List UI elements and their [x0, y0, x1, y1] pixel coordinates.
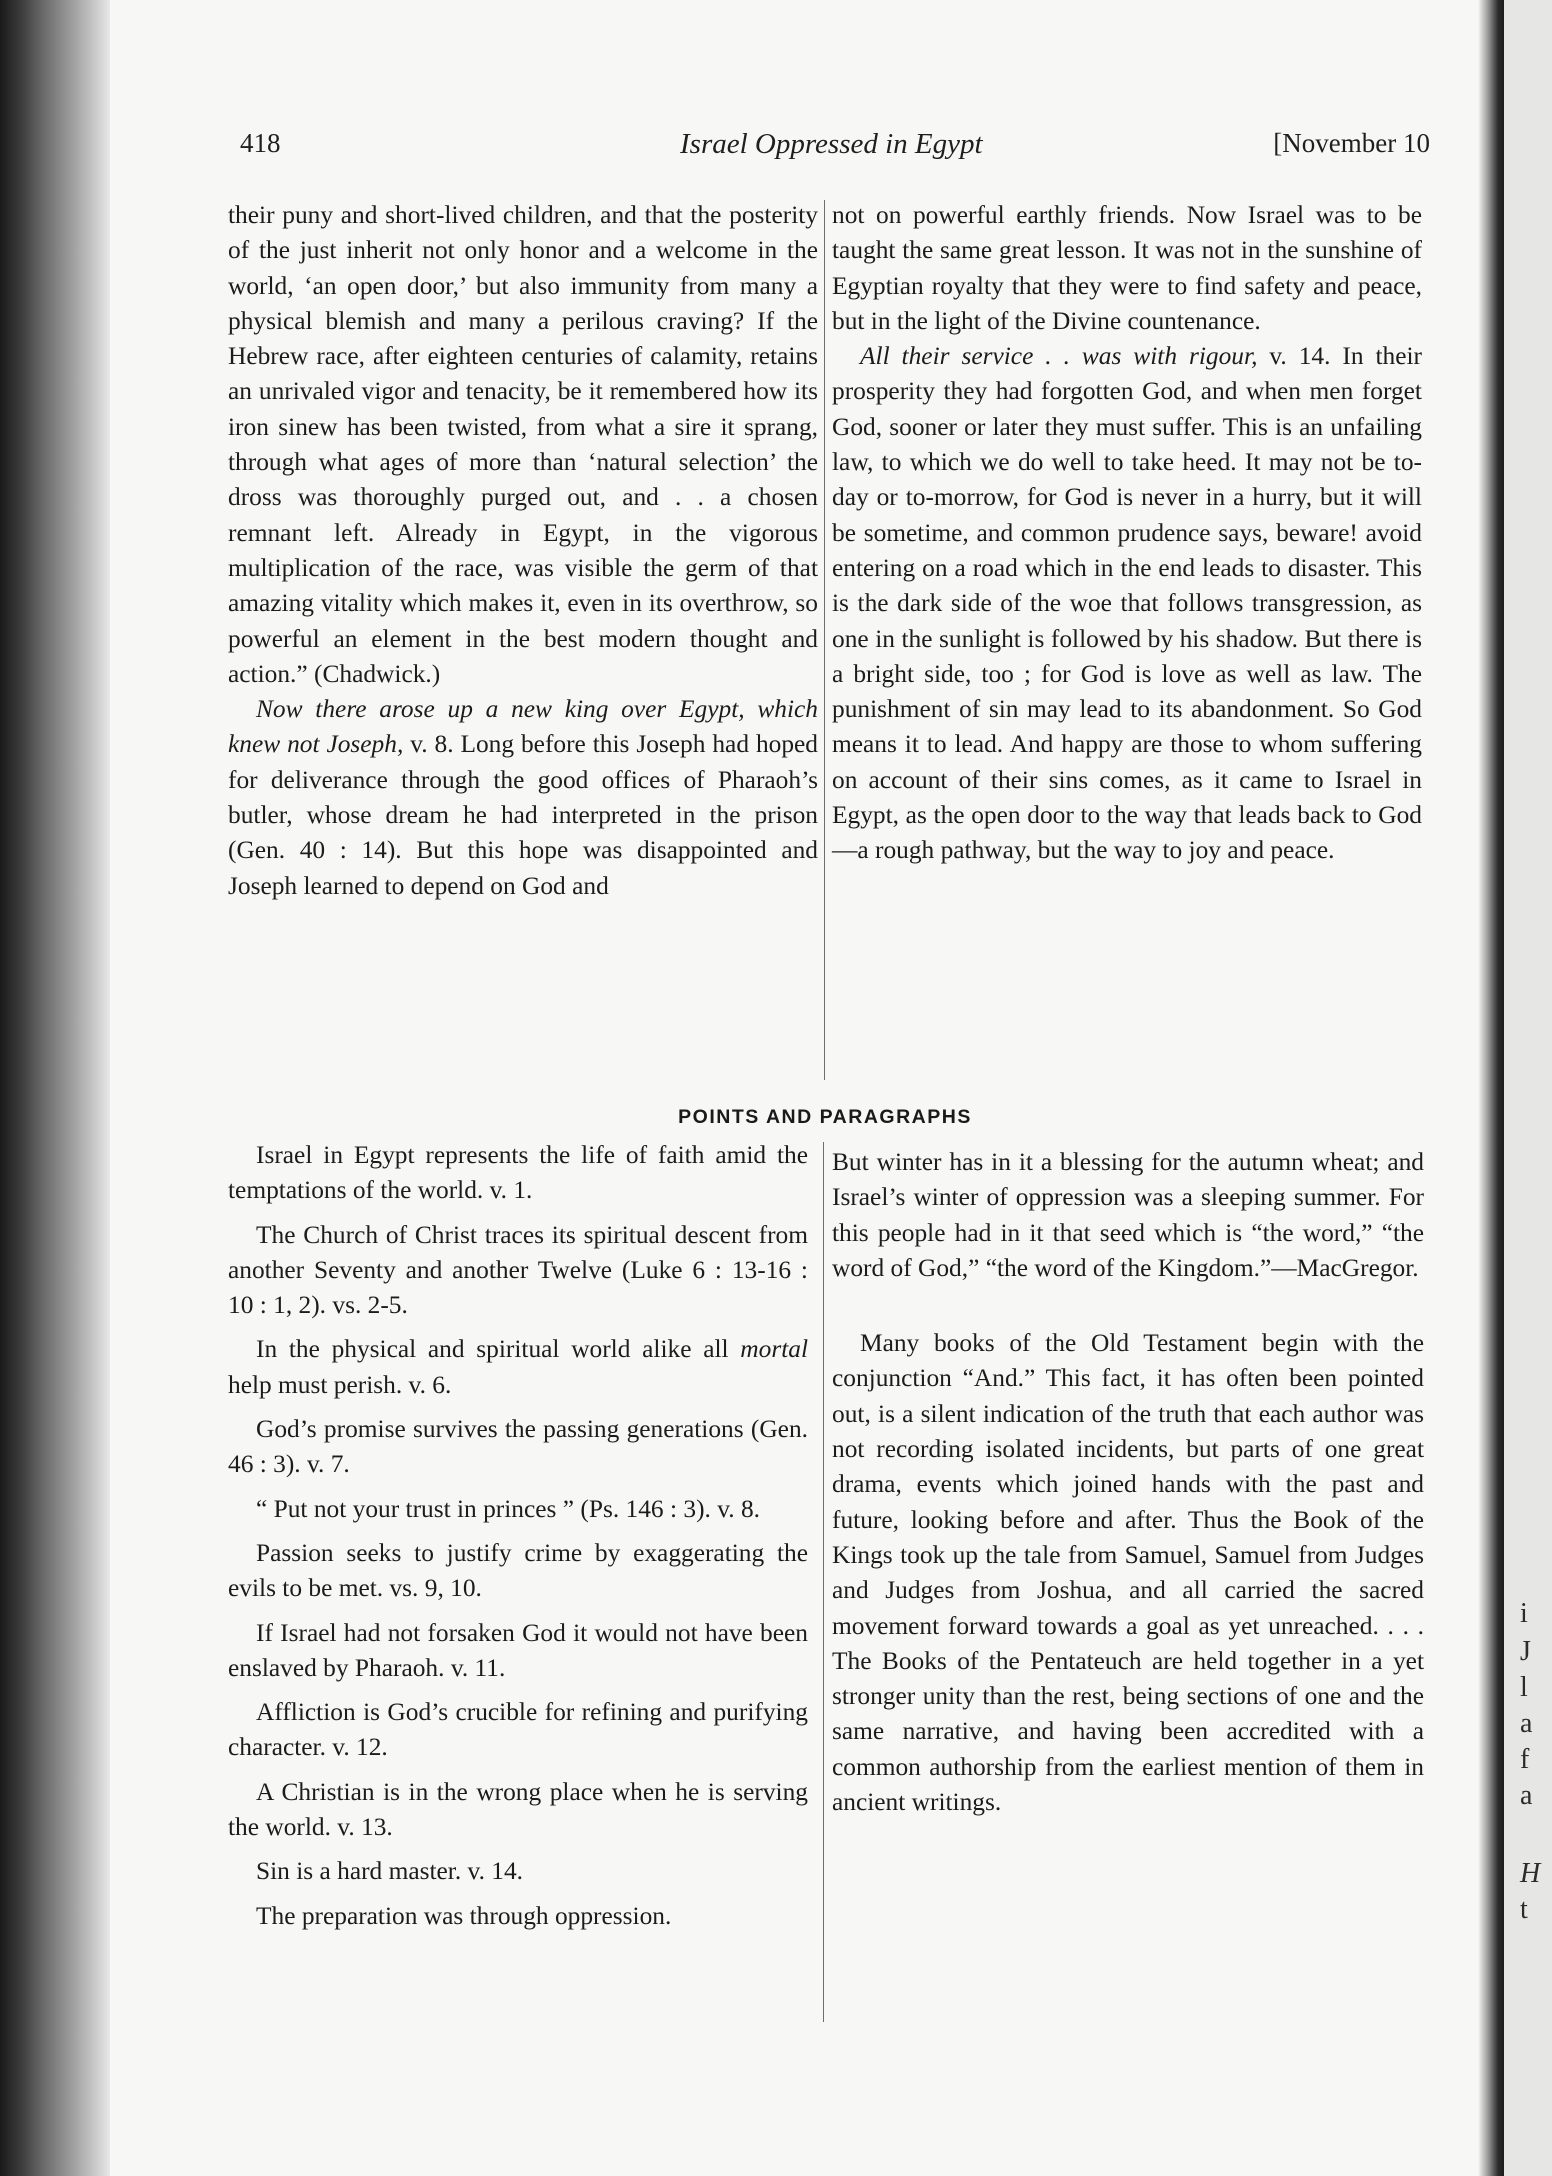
adjacent-page-edge	[1504, 0, 1552, 2176]
running-head	[240, 128, 1430, 168]
point-text: In the physical and spiritual world alike all	[256, 1335, 741, 1364]
adjacent-page-fragment: t	[1520, 1894, 1528, 1925]
paragraph: Many books of the Old Testament begin with the conjunction “And.” This fact, it has often been pointed out, is a silent indication of the truth that each author was not recording isolated incidents, but parts of one great drama, events which joined hands with the past and future, looking before and after. Thus the Book of the Kings took up the tale from Samuel, Samuel from Judges and Judges from Joshua, and all carried the sacred movement forward towards a goal as yet unreached. . . . The Books of the Pentateuch are held together in a yet stronger unity than the rest, being sections of one and the same narrative, and having been accredited with a common authorship from the earliest mention of them in ancient writings.	[832, 1329, 1424, 1817]
point-item: The Church of Christ traces its spiritual descent from another Seventy and another Twelve (Luke 6 : 13-16 : 10 : 1, 2). vs. 2-5.	[228, 1220, 808, 1320]
point-item: God’s promise survives the passing generations (Gen. 46 : 3). v. 7.	[228, 1415, 808, 1479]
point-item	[228, 1332, 808, 1403]
paragraph: But winter has in it a blessing for the autumn wheat; and Israel’s winter of oppression was a sleeping summer. For this people had in it that seed which is “the word,” “the word of God,” “the word of the Kingdom.”—MacGregor.	[832, 1148, 1424, 1282]
column-divider	[823, 1142, 824, 2022]
adjacent-page-fragment: l	[1520, 1672, 1528, 1703]
point-item: Passion seeks to justify crime by exaggerating the evils to be met. vs. 9, 10.	[228, 1538, 808, 1603]
point-item: Affliction is God’s crucible for refining and purifying character. v. 12.	[228, 1698, 808, 1762]
paragraph	[228, 692, 818, 904]
running-title: Israel Oppressed in Egypt	[680, 128, 983, 160]
page-gutter-right	[1478, 0, 1504, 2176]
left-column-top	[228, 198, 818, 904]
book-binding-left	[0, 0, 110, 2176]
adjacent-page-fragment: i	[1520, 1598, 1528, 1629]
paragraph-text: v. 14. In their prosperity they had forgotten God, and when men forget God, sooner or later they must suffer. This is an unfailing law, to which we do well to take heed. It may not be to-day or to-morrow, for God is never in a hurry, but it will be sometime, and common prudence says, beware! avoid entering on a road which in the end leads to disaster. This is the dark side of the woe that follows transgression, as one in the sunlight is followed by his shadow. But there is a bright side, too ; for God is love as well as law. The punishment of sin may lead to its abandonment. So God means it to lead. And happy are those to whom suffering on account of their sins comes, as it came to Israel in Egypt, as the open door to the way that leads back to God—a rough pathway, but the way to joy and peace.	[832, 342, 1422, 865]
point-item: If Israel had not forsaken God it would not have been enslaved by Pharaoh. v. 11.	[228, 1618, 808, 1682]
points-column	[228, 1138, 808, 1943]
page-number: 418	[240, 128, 281, 158]
point-text: help must perish. v. 6.	[228, 1370, 452, 1399]
point-item: A Christian is in the wrong place when he is serving the world. v. 13.	[228, 1777, 808, 1842]
emphasis: mortal	[740, 1335, 808, 1364]
point-item: The preparation was through oppression.	[256, 1901, 672, 1930]
point-item: Sin is a hard master. v. 14.	[256, 1857, 524, 1886]
right-column-top	[832, 198, 1422, 869]
paragraph: their puny and short-lived children, and that the posterity of the just inherit not only honor and a welcome in the world, ‘an open door,’ but also immunity from many a physical blemish and many a perilous craving? If the Hebrew race, after eighteen centuries of calamity, retains an unrivaled vigor and tenacity, be it remembered how its iron sinew has been twisted, from what a sire it sprang, through what ages of more than ‘natural selection’ the dross was thoroughly purged out, and . . a chosen remnant left. Already in Egypt, in the vigorous multiplication of the race, was visible the germ of that amazing vitality which makes it, even in its overthrow, so powerful an element in the best modern thought and action.” (Chadwick.)	[228, 201, 818, 688]
right-column-bottom	[832, 1145, 1424, 1820]
column-divider	[824, 200, 825, 1080]
adjacent-page-fragment: a	[1520, 1780, 1533, 1811]
scripture-quote: Now there arose up a new king over Egypt, which knew not Joseph,	[228, 695, 818, 759]
adjacent-page-fragment: f	[1520, 1744, 1530, 1775]
scripture-quote: All their service . . was with rigour,	[860, 342, 1258, 371]
point-item: Israel in Egypt represents the life of faith amid the temptations of the world. v. 1.	[228, 1141, 808, 1205]
paragraph-text: v. 8. Long before this Joseph had hoped for deliverance through the good offices of Pharaoh’s butler, whose dream he had interpreted in the prison (Gen. 40 : 14). But this hope was disappointed and Joseph learned to depend on God and	[228, 730, 818, 900]
adjacent-page-fragment: H	[1520, 1858, 1541, 1889]
point-item: “ Put not your trust in princes ” (Ps. 146 : 3). v. 8.	[256, 1494, 761, 1523]
adjacent-page-fragment: a	[1520, 1708, 1533, 1739]
adjacent-page-fragment: J	[1520, 1636, 1531, 1667]
section-heading: POINTS AND PARAGRAPHS	[678, 1106, 972, 1128]
paragraph: not on powerful earthly friends. Now Israel was to be taught the same great lesson. It was not in the sunshine of Egyptian royalty that they were to find safety and peace, but in the light of the Divine countenance.	[832, 201, 1422, 335]
running-date: [November 10	[1273, 128, 1430, 158]
paragraph	[832, 339, 1422, 868]
